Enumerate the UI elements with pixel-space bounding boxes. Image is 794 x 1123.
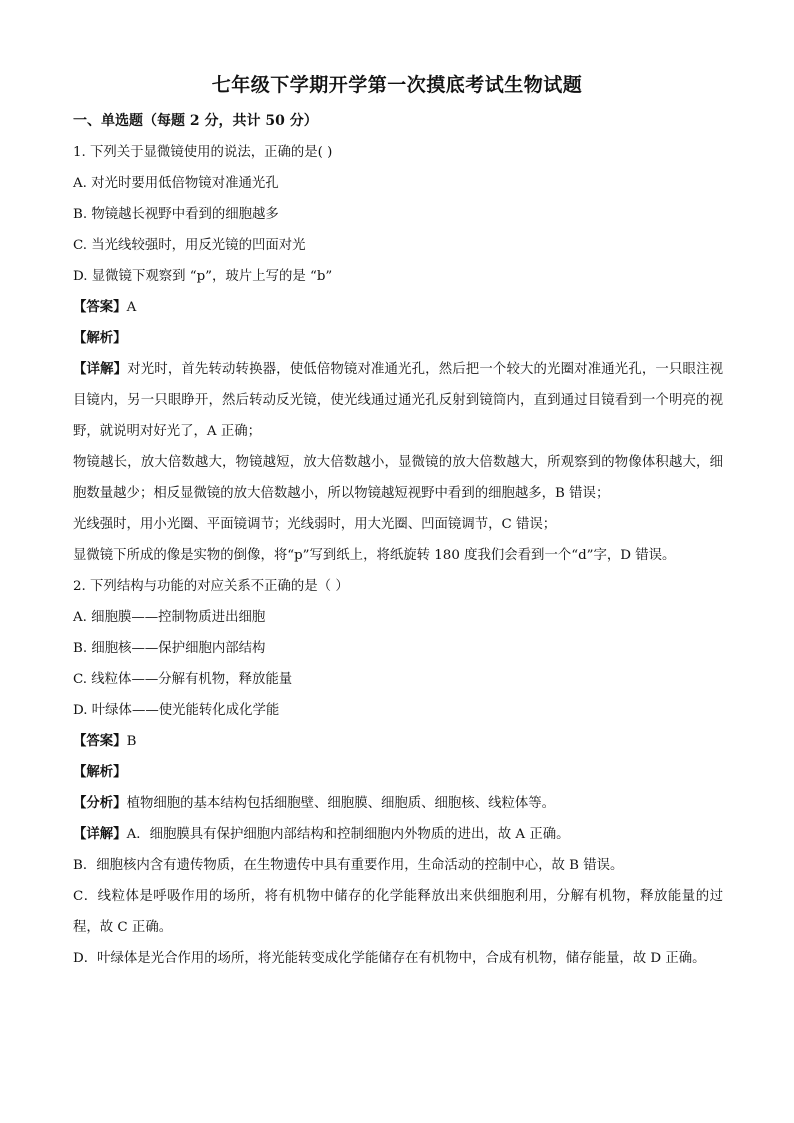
question-2-option-b: B. 细胞核——保护细胞内部结构	[73, 641, 266, 656]
question-1-detail-3: 光线强时，用小光圈、平面镜调节；光线弱时，用大光圈、凹面镜调节，C 错误；	[73, 517, 557, 532]
analysis-tag: 【解析】	[73, 764, 127, 780]
question-1-answer	[73, 292, 723, 323]
answer-value: A	[126, 300, 137, 315]
answer-tag: 【答案】	[73, 733, 127, 749]
detail-text: A．细胞膜具有保护细胞内部结构和控制细胞内外物质的进出，故 A 正确。	[126, 827, 570, 842]
answer-tag: 【答案】	[73, 299, 127, 315]
fenxi-text: 植物细胞的基本结构包括细胞壁、细胞膜、细胞质、细胞核、线粒体等。	[126, 796, 556, 811]
question-1-detail-4: 显微镜下所成的像是实物的倒像，将“p”写到纸上，将纸旋转 180 度我们会看到一个“d”字，D 错误。	[73, 548, 676, 563]
question-2-stem: 2. 下列结构与功能的对应关系不正确的是（ ）	[73, 579, 349, 594]
question-2-option-a: A. 细胞膜——控制物质进出细胞	[73, 610, 266, 625]
question-1-detail-2: 物镜越长，放大倍数越大，物镜越短，放大倍数越小，显微镜的放大倍数越大，所观察到的物像体积越大，细胞数量越少；相反显微镜的放大倍数越小，所以物镜越短视野中看到的细胞越多，B 错误；	[73, 455, 723, 501]
section-heading: 一、单选题（每题 2 分，共计 50 分）	[73, 113, 318, 129]
detail-tag: 【详解】	[73, 826, 127, 842]
question-1-option-b: B. 物镜越长视野中看到的细胞越多	[73, 207, 279, 222]
question-2-option-d: D. 叶绿体——使光能转化成化学能	[73, 703, 280, 718]
question-2-option-c: C. 线粒体——分解有机物，释放能量	[73, 672, 293, 687]
detail-tag: 【详解】	[73, 361, 128, 377]
question-2-detail-b: B．细胞核内含有遗传物质，在生物遗传中具有重要作用，生命活动的控制中心，故 B 错误。	[73, 858, 624, 873]
document-body	[73, 106, 723, 974]
question-1-analysis	[73, 323, 723, 354]
question-1-option-a: A. 对光时要用低倍物镜对准通光孔	[73, 176, 279, 191]
analysis-tag: 【解析】	[73, 330, 127, 346]
question-1-stem: 1. 下列关于显微镜使用的说法，正确的是( )	[73, 145, 333, 160]
fenxi-tag: 【分析】	[73, 795, 127, 811]
question-2-answer	[73, 726, 723, 757]
question-2-detail-d: D．叶绿体是光合作用的场所，将光能转变成化学能储存在有机物中，合成有机物，储存能量，故 D 正确。	[73, 951, 706, 966]
question-2-detail-c: C．线粒体是呼吸作用的场所，将有机物中储存的化学能释放出来供细胞利用，分解有机物，释放能量的过程，故 C 正确。	[73, 889, 723, 935]
page-title: 七年级下学期开学第一次摸底考试生物试题	[211, 74, 583, 96]
detail-text: 对光时，首先转动转换器，使低倍物镜对准通光孔，然后把一个较大的光圈对准通光孔，一只眼注视目镜内，另一只眼睁开，然后转动反光镜，使光线通过通光孔反射到镜筒内，直到通过目镜看到一个明亮的视野，就说明对好光了，A 正确；	[73, 362, 724, 439]
question-1-detail-1	[73, 354, 723, 447]
question-1-option-d: D. 显微镜下观察到 “p”，玻片上写的是 “b”	[73, 269, 333, 284]
question-1-option-c: C. 当光线较强时，用反光镜的凹面对光	[73, 238, 306, 253]
question-2-fenxi	[73, 788, 723, 819]
question-2-analysis	[73, 757, 723, 788]
answer-value: B	[126, 734, 137, 749]
question-2-detail-a	[73, 819, 723, 850]
